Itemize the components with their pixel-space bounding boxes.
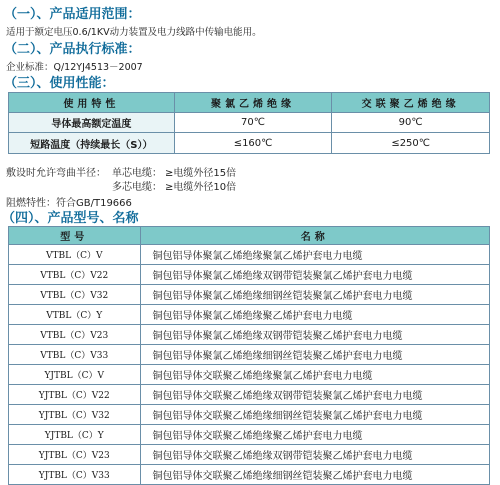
model-name: 铜包铝导体聚氯乙烯绝缘细钢丝铠装聚乙烯护套电力电缆 [140, 345, 489, 365]
model-row [9, 365, 490, 385]
performance-row [9, 133, 490, 154]
performance-cell: ≤160℃ [174, 133, 332, 154]
model-name: 铜包铝导体聚氯乙烯绝缘聚乙烯护套电力电缆 [140, 305, 489, 325]
model-row [9, 245, 490, 265]
model-code: YJTBL（C）V22 [9, 385, 141, 405]
section2-heading: （二）、产品执行标准： [4, 42, 141, 57]
model-row [9, 405, 490, 425]
header-model: 型号 [9, 227, 141, 245]
performance-table [8, 92, 490, 154]
model-code: YJTBL（C）V [9, 365, 141, 385]
bend-multi-value: ≥电缆外径10倍 [165, 182, 237, 193]
performance-row [9, 113, 490, 133]
model-code: YJTBL（C）V33 [9, 465, 141, 485]
model-code: YJTBL（C）Y [9, 425, 141, 445]
model-name: 铜包铝导体交联聚乙烯绝缘聚氯乙烯护套电力电缆 [140, 365, 489, 385]
model-name: 铜包铝导体交联聚乙烯绝缘双钢带铠装聚氯乙烯护套电力电缆 [140, 385, 489, 405]
model-name: 铜包铝导体聚氯乙烯绝缘双钢带铠装聚氯乙烯护套电力电缆 [140, 265, 489, 285]
model-name: 铜包铝导体聚氯乙烯绝缘细钢丝铠装聚氯乙烯护套电力电缆 [140, 285, 489, 305]
section2-text: 企业标准：Q/12YJ4513－2007 [6, 62, 143, 73]
model-row [9, 285, 490, 305]
bend-radius-label: 敷设时允许弯曲半径： [6, 168, 106, 179]
model-code: VTBL（C）V [9, 245, 141, 265]
model-name: 铜包铝导体交联聚乙烯绝缘细钢丝铠装聚乙烯护套电力电缆 [140, 465, 489, 485]
model-name: 铜包铝导体交联聚乙烯绝缘聚乙烯护套电力电缆 [140, 425, 489, 445]
bend-single-label: 单芯电缆： [112, 168, 162, 179]
model-name: 铜包铝导体交联聚乙烯绝缘双钢带铠装聚乙烯护套电力电缆 [140, 445, 489, 465]
model-code: YJTBL（C）V23 [9, 445, 141, 465]
bend-multi-label: 多芯电缆： [112, 182, 162, 193]
model-code: VTBL（C）V32 [9, 285, 141, 305]
model-code: VTBL（C）V22 [9, 265, 141, 285]
model-row [9, 265, 490, 285]
bend-single-value: ≥电缆外径15倍 [165, 168, 237, 179]
model-name: 铜包铝导体交联聚乙烯绝缘细钢丝铠装聚氯乙烯护套电力电缆 [140, 405, 489, 425]
header-xlpe-insulation: 交联聚乙烯绝缘 [332, 93, 490, 113]
section3-heading: （三）、使用性能： [4, 76, 115, 91]
model-row [9, 425, 490, 445]
model-row [9, 345, 490, 365]
model-code: VTBL（C）Y [9, 305, 141, 325]
header-usage-characteristic: 使用特性 [9, 93, 175, 113]
performance-cell: ≤250℃ [332, 133, 490, 154]
section1-heading: （一）、产品适用范围： [4, 7, 141, 22]
performance-row-label: 导体最高额定温度 [9, 113, 175, 133]
header-name: 名称 [140, 227, 489, 245]
model-header-row [9, 227, 490, 245]
model-row [9, 385, 490, 405]
section1-text: 适用于额定电压0.6/1KV动力装置及电力线路中传输电能用。 [6, 27, 262, 38]
model-row [9, 325, 490, 345]
header-pvc-insulation: 聚氯乙烯绝缘 [174, 93, 332, 113]
model-table [8, 226, 490, 485]
model-name: 铜包铝导体聚氯乙烯绝缘双钢带铠装聚乙烯护套电力电缆 [140, 325, 489, 345]
model-name: 铜包铝导体聚氯乙烯绝缘聚氯乙烯护套电力电缆 [140, 245, 489, 265]
performance-row-label: 短路温度（持续最长（S）） [9, 133, 175, 154]
model-row [9, 445, 490, 465]
section4-heading: （四）、产品型号、名称 [2, 211, 139, 226]
flame-retardant-text: 阻燃特性：符合GB/T19666 [6, 198, 132, 209]
model-code: YJTBL（C）V32 [9, 405, 141, 425]
model-row [9, 305, 490, 325]
performance-header-row [9, 93, 490, 113]
model-code: VTBL（C）V23 [9, 325, 141, 345]
model-code: VTBL（C）V33 [9, 345, 141, 365]
performance-cell: 70℃ [174, 113, 332, 133]
performance-cell: 90℃ [332, 113, 490, 133]
